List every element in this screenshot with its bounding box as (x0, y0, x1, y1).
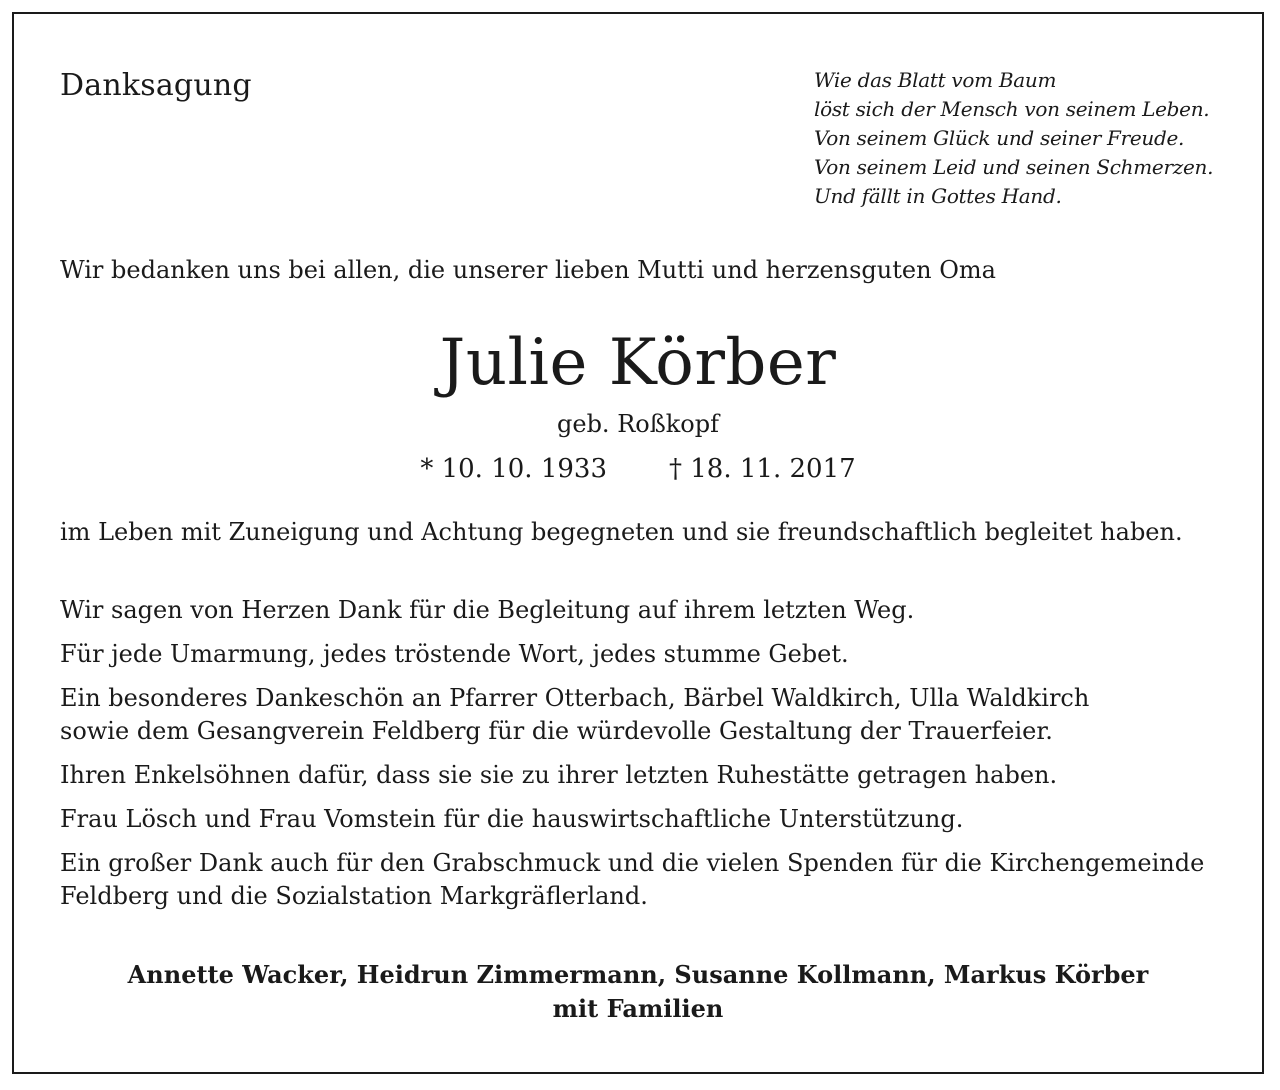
thanks-paragraph (60, 847, 1204, 913)
thanks-section (60, 594, 1204, 924)
maiden-name: geb. Roßkopf (557, 410, 719, 438)
thanks-line: Ihren Enkelsöhnen dafür, dass sie sie zu ihrer letzten Ruhestätte getragen haben. (60, 761, 1058, 789)
intro-text: Wir bedanken uns bei allen, die unserer lieben Mutti und herzensguten Oma (60, 256, 996, 284)
deceased-name: Julie Körber (439, 326, 837, 400)
thanks-line: sowie dem Gesangverein Feldberg für die würdevolle Gestaltung der Trauerfeier. (60, 717, 1053, 745)
continuation-text: im Leben mit Zuneigung und Achtung begegneten und sie freundschaftlich begleitet haben. (60, 518, 1183, 546)
thanks-line: Wir sagen von Herzen Dank für die Begleitung auf ihrem letzten Weg. (60, 596, 915, 624)
thanks-line: Für jede Umarmung, jedes tröstende Wort, jedes stumme Gebet. (60, 640, 849, 668)
poem-line: Und fällt in Gottes Hand. (814, 184, 1062, 208)
thanks-paragraph (60, 803, 1204, 836)
poem-line: löst sich der Mensch von seinem Leben. (814, 97, 1210, 121)
birth-date: * 10. 10. 1933 (420, 454, 607, 484)
thanks-paragraph (60, 759, 1204, 792)
death-date: † 18. 11. 2017 (669, 454, 856, 484)
signer-names: Annette Wacker, Heidrun Zimmermann, Susanne Kollmann, Markus Körber (127, 960, 1149, 989)
thanks-line: Ein besonderes Dankeschön an Pfarrer Otterbach, Bärbel Waldkirch, Ulla Waldkirch (60, 684, 1090, 712)
life-dates (14, 454, 1262, 484)
obituary-notice (12, 12, 1264, 1074)
thanks-line: Feldberg und die Sozialstation Markgräflerland. (60, 882, 648, 910)
notice-heading: Danksagung (60, 68, 252, 103)
thanks-line: Ein großer Dank auch für den Grabschmuck und die vielen Spenden für die Kirchengemeinde (60, 849, 1205, 877)
thanks-paragraph (60, 594, 1204, 627)
poem-line: Von seinem Leid und seinen Schmerzen. (814, 155, 1214, 179)
thanks-paragraph (60, 682, 1204, 748)
signer-suffix: mit Familien (552, 994, 724, 1023)
poem (814, 66, 1213, 211)
poem-line: Wie das Blatt vom Baum (814, 68, 1057, 92)
signers (14, 958, 1262, 1026)
thanks-line: Frau Lösch und Frau Vomstein für die hauswirtschaftliche Unterstützung. (60, 805, 964, 833)
thanks-paragraph (60, 638, 1204, 671)
poem-line: Von seinem Glück und seiner Freude. (814, 126, 1185, 150)
